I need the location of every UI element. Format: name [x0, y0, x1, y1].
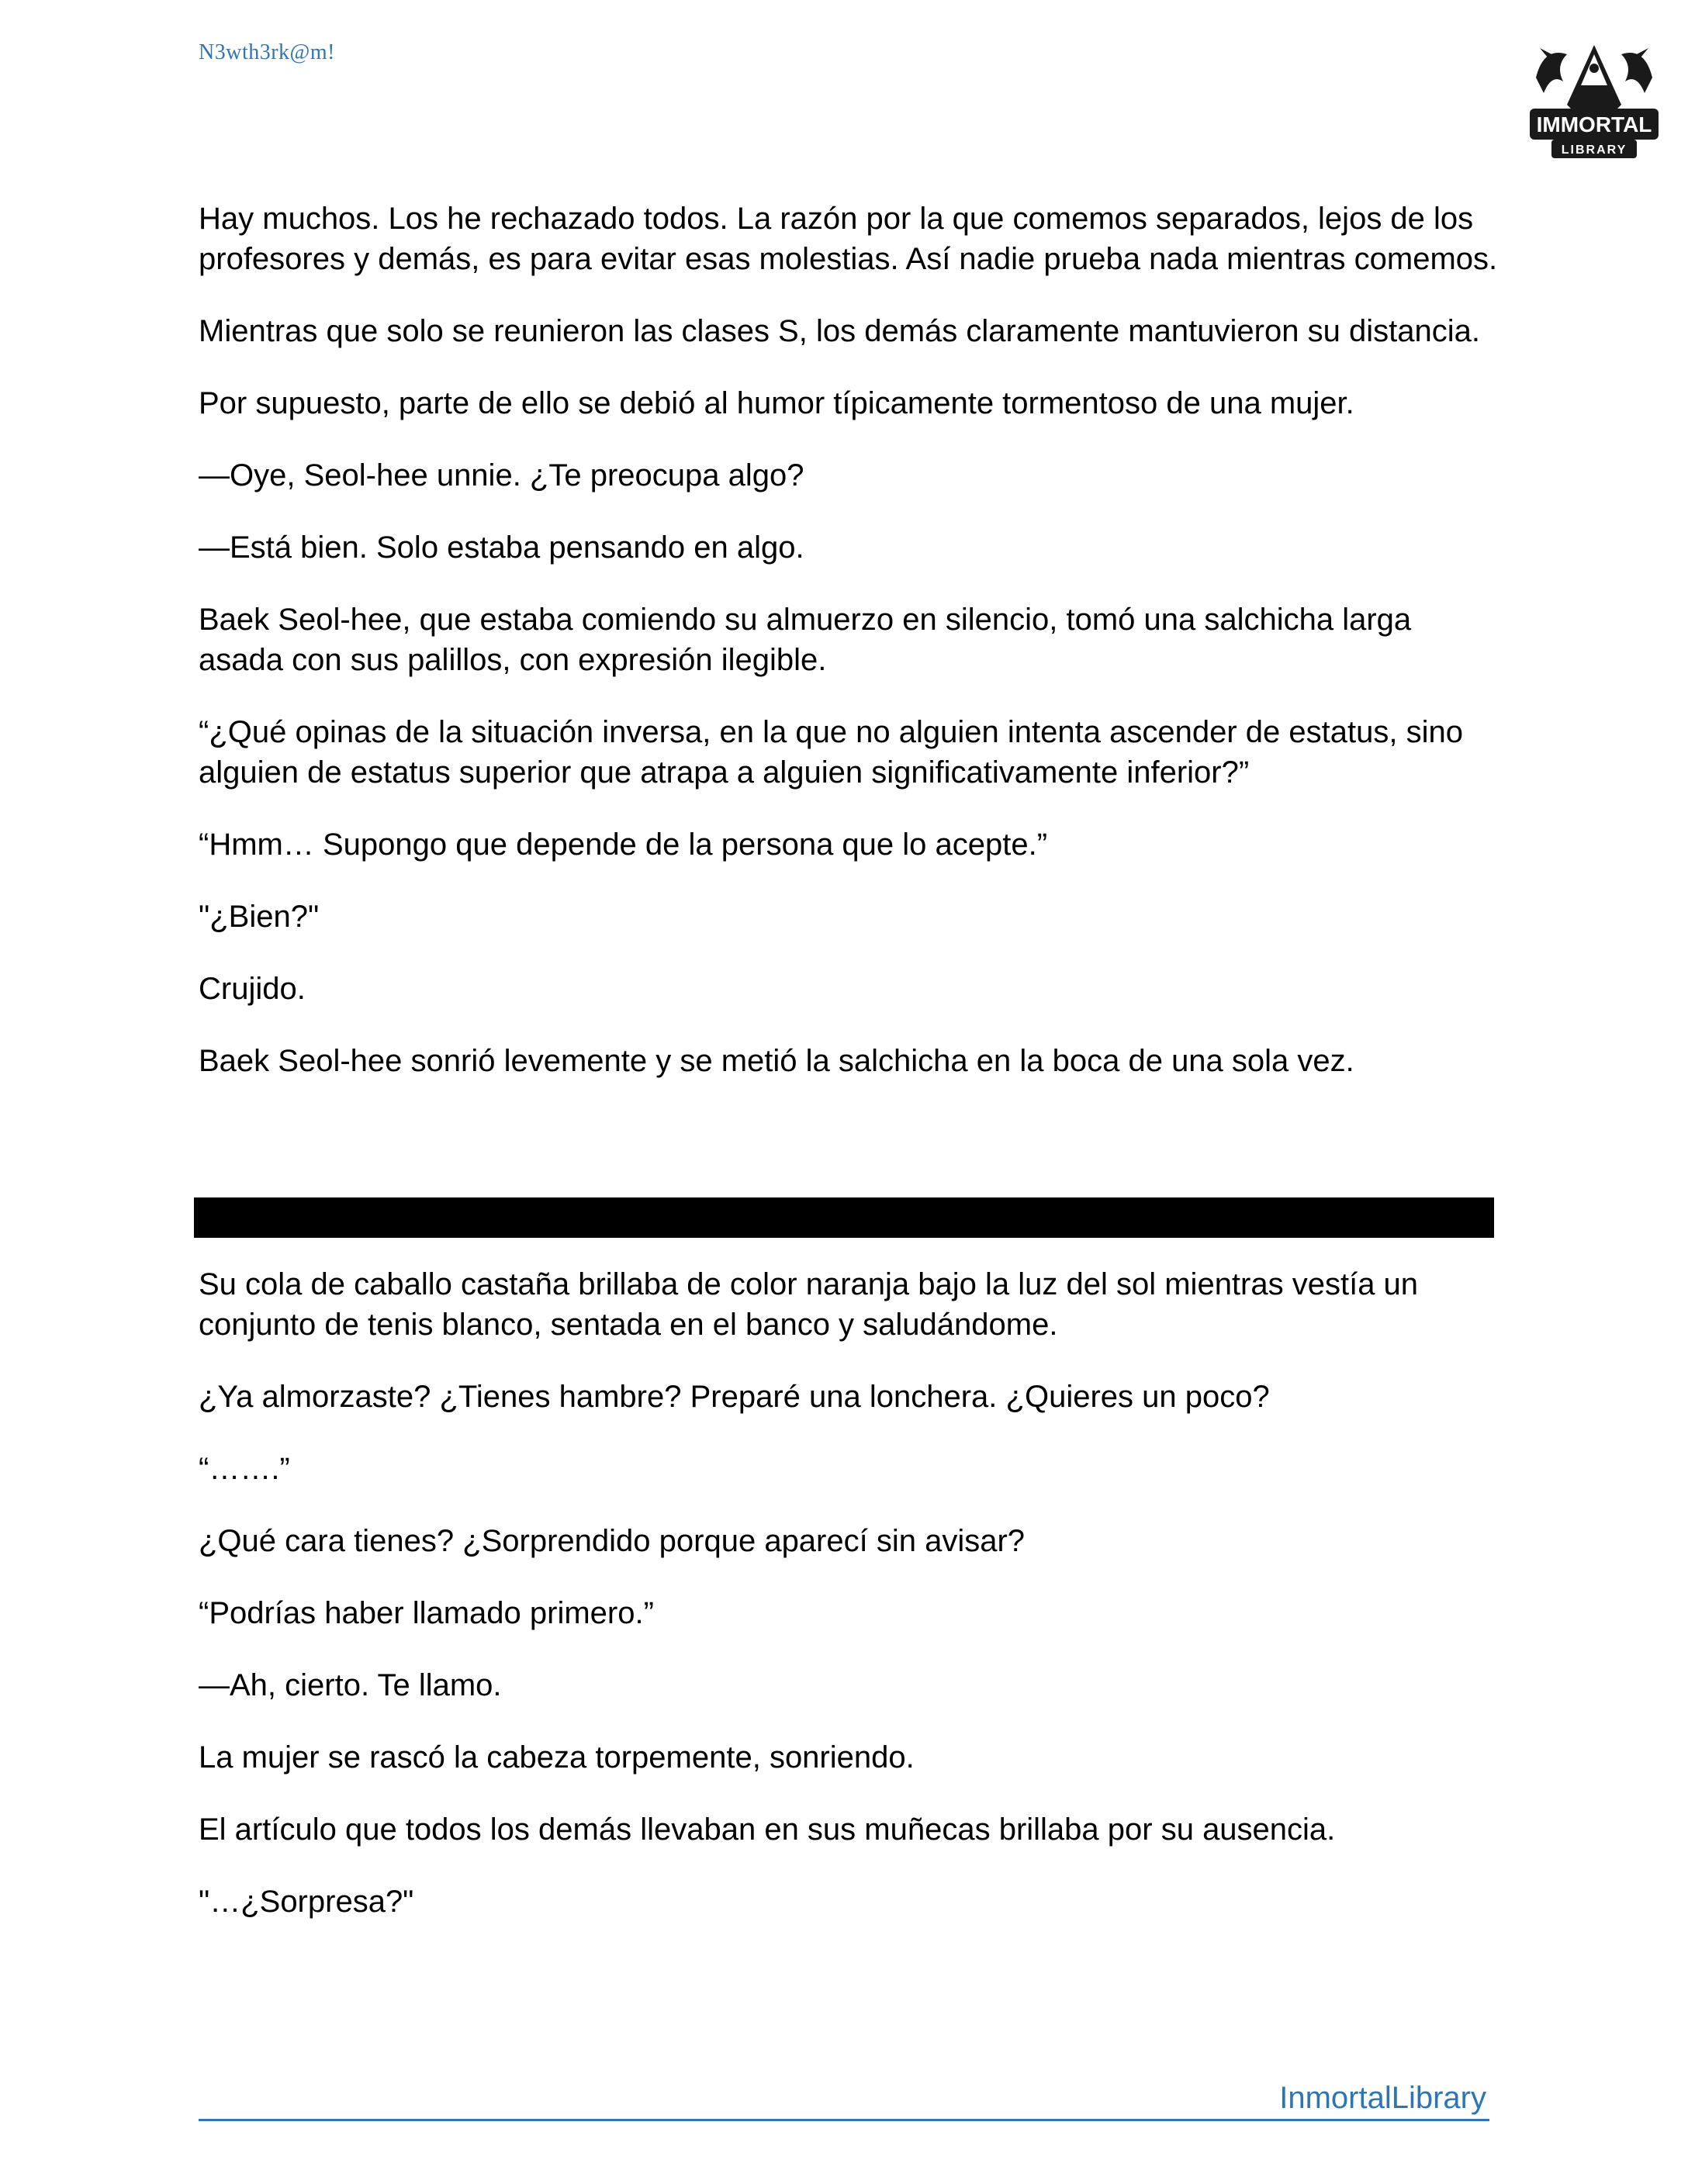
paragraph: Por supuesto, parte de ello se debió al humor típicamente tormentoso de una mujer.: [199, 386, 1354, 420]
footer: [199, 2072, 1489, 2121]
paragraph: “Podrías haber llamado primero.”: [199, 1596, 654, 1630]
footer-link[interactable]: InmortalLibrary: [1279, 2081, 1486, 2115]
paragraph: El artículo que todos los demás llevaban en sus muñecas brillaba por su ausencia.: [199, 1813, 1336, 1847]
logo-title: IMMORTAL: [1536, 112, 1652, 136]
paragraph: Crujido.: [199, 972, 306, 1006]
paragraph: —Ah, cierto. Te llamo.: [199, 1668, 502, 1702]
section-2: [199, 1264, 1502, 1954]
paragraph: Hay muchos. Los he rechazado todos. La razón por la que comemos separados, lejos de los profesores y demás, es para evitar esas molestias. Así nadie prueba nada mientras comemos.: [199, 202, 1498, 276]
paragraph: "…¿Sorpresa?": [199, 1885, 414, 1919]
header-watermark: N3wth3rk@m!: [199, 40, 335, 64]
paragraph: La mujer se rascó la cabeza torpemente, sonriendo.: [199, 1740, 915, 1774]
paragraph: —Está bien. Solo estaba pensando en algo.: [199, 530, 804, 565]
dragon-emblem-icon: [1536, 45, 1652, 112]
paragraph: “…….”: [199, 1452, 290, 1486]
paragraph: "¿Bien?": [199, 900, 320, 934]
paragraph: Su cola de caballo castaña brillaba de color naranja bajo la luz del sol mientras vestía un conjunto de tenis blanco, sentada en el banco y saludándome.: [199, 1267, 1419, 1342]
paragraph: —Oye, Seol-hee unnie. ¿Te preocupa algo?: [199, 458, 804, 492]
logo-subtitle: LIBRARY: [1561, 143, 1627, 157]
paragraph: Baek Seol-hee, que estaba comiendo su almuerzo en silencio, tomó una salchicha larga asada con sus palillos, con expresión ilegible.: [199, 603, 1412, 677]
paragraph: “¿Qué opinas de la situación inversa, en la que no alguien intenta ascender de estatus, sino alguien de estatus superior que atrapa a alguien significativamente inferior?”: [199, 715, 1463, 790]
paragraph: Mientras que solo se reunieron las clases S, los demás claramente mantuvieron su distancia.: [199, 314, 1480, 348]
paragraph: ¿Ya almorzaste? ¿Tienes hambre? Preparé una lonchera. ¿Quieres un poco?: [199, 1380, 1270, 1414]
paragraph: Baek Seol-hee sonrió levemente y se metió la salchicha en la boca de una sola vez.: [199, 1044, 1354, 1078]
immortal-library-logo: [1520, 31, 1668, 163]
section-divider: [194, 1197, 1494, 1238]
paragraph: “Hmm… Supongo que depende de la persona que lo acepte.”: [199, 828, 1048, 862]
section-1: [199, 199, 1502, 1113]
paragraph: ¿Qué cara tienes? ¿Sorprendido porque aparecí sin avisar?: [199, 1524, 1026, 1558]
